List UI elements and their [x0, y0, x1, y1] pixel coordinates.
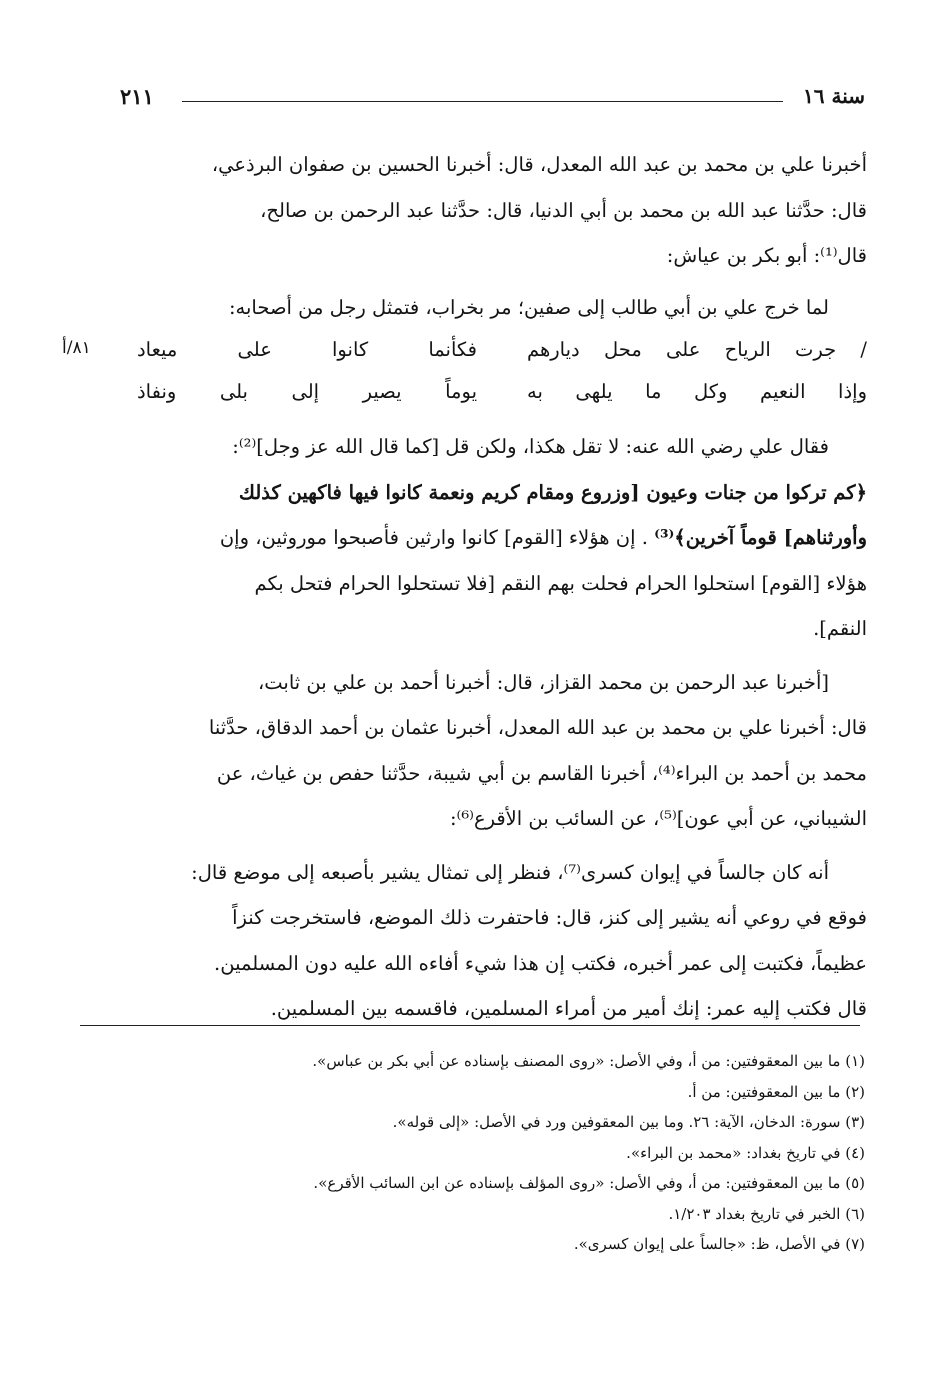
- footnote: (٦) الخبر في تاريخ بغداد ١/٢٠٣.: [668, 1204, 865, 1223]
- verse-second-hemistich: فكأنما كانوا على ميعاد: [137, 338, 477, 361]
- quran-verse: وأورثناهم] قوماً آخرين﴾⁽³⁾: [654, 526, 867, 549]
- footnote-separator: [80, 1025, 860, 1026]
- footnote: (٣) سورة: الدخان، الآية: ٢٦. وما بين المعقوفين ورد في الأصل: «إلى قوله».: [392, 1113, 865, 1131]
- verse-line: [122, 372, 867, 414]
- text-line: النقم].: [813, 617, 867, 640]
- manuscript-folio-note: ٨١/أ: [62, 338, 91, 358]
- footnote: (٧) في الأصل، ظ: «جالساً على إيوان كسرى».: [573, 1235, 865, 1253]
- footnote: (٤) في تاريخ بغداد: «محمد بن البراء».: [626, 1143, 865, 1162]
- text-line: قال: أخبرنا علي بن محمد بن عبد الله المعدل، أخبرنا عثمان بن أحمد الدقاق، حدَّثنا: [208, 716, 867, 739]
- text-line: محمد بن أحمد بن البراء⁽⁴⁾، أخبرنا القاسم بن أبي شيبة، حدَّثنا حفص بن غياث، عن: [216, 761, 867, 785]
- text-line: أخبرنا علي بن محمد بن عبد الله المعدل، قال: أخبرنا الحسين بن صفوان البرذعي،: [211, 153, 867, 176]
- text-line: فوقع في روعي أنه يشير إلى كنز، قال: فاحتفرت ذلك الموضع، فاستخرجت كنزاً: [232, 906, 867, 929]
- paragraph-isnad-2: [122, 660, 867, 842]
- text-line: الشيباني، عن أبي عون]⁽⁵⁾، عن السائب بن الأقرع⁽⁶⁾:: [449, 807, 867, 830]
- running-title: سنة ١٦: [803, 84, 865, 108]
- text-line: قال⁽¹⁾: أبو بكر بن عياش:: [666, 244, 867, 267]
- verse-first-hemistich: وإذا النعيم وكل ما يلهى به: [527, 380, 867, 403]
- paragraph-narrative: [122, 285, 867, 331]
- text-line: عظيماً، فكتبت إلى عمر أخبره، فكتب إن هذا شيء أفاءه الله عليه دون المسلمين.: [214, 951, 867, 975]
- header-rule: [182, 101, 783, 102]
- footnote: (٢) ما بين المعقوفتين: من أ.: [687, 1082, 865, 1101]
- text-line: [أخبرنا عبد الرحمن بن محمد القزاز، قال: أخبرنا أحمد بن علي بن ثابت،: [257, 670, 829, 694]
- footnotes: [85, 1046, 865, 1260]
- text-line: قال: حدَّثنا عبد الله بن محمد بن أبي الدنيا، قال: حدَّثنا عبد الرحمن بن صالح،: [260, 198, 867, 222]
- footnote: (١) ما بين المعقوفتين: من أ، وفي الأصل: «روى المصنف بإسناده عن أبي بكر بن عباس».: [312, 1052, 865, 1070]
- quran-verse: ﴿كم تركوا من جنات وعيون [وزروع ومقام كريم ونعمة كانوا فيها فاكهين كذلك: [238, 480, 867, 504]
- verse-line: [62, 330, 867, 372]
- paragraph-story: [122, 850, 867, 1032]
- text-line: . إن هؤلاء [القوم] كانوا وارثين فأصبحوا موروثين، وإن: [219, 526, 648, 549]
- text-line: هؤلاء [القوم] استحلوا الحرام فحلت بهم النقم [فلا تستحلوا الحرام فتحل بكم: [254, 571, 867, 595]
- text-line: أنه كان جالساً في إيوان كسرى⁽⁷⁾، فنظر إلى تمثال يشير بأصبعه إلى موضع قال:: [191, 860, 829, 884]
- verse-first-hemistich: / جرت الرياح على محل ديارهم: [527, 338, 867, 361]
- main-text: [62, 142, 867, 1032]
- text-line: لما خرج علي بن أبي طالب إلى صفين؛ مر بخراب، فتمثل رجل من أصحابه:: [228, 295, 829, 319]
- verse-second-hemistich: يوماً يصير إلى بلى ونفاذ: [137, 380, 477, 403]
- paragraph-isnad-1: [122, 142, 867, 279]
- paragraph-quran: [122, 424, 867, 652]
- text-line: فقال علي رضي الله عنه: لا تقل هكذا، ولكن قل [كما قال الله عز وجل]⁽²⁾:: [232, 435, 829, 458]
- page-number: ٢١١: [120, 84, 154, 109]
- text-line: قال فكتب إليه عمر: إنك أمير من أمراء المسلمين، فاقسمه بين المسلمين.: [270, 997, 867, 1020]
- page-header: [120, 84, 865, 118]
- footnote: (٥) ما بين المعقوفتين: من أ، وفي الأصل: «روى المؤلف بإسناده عن ابن السائب الأقرع».: [313, 1174, 865, 1192]
